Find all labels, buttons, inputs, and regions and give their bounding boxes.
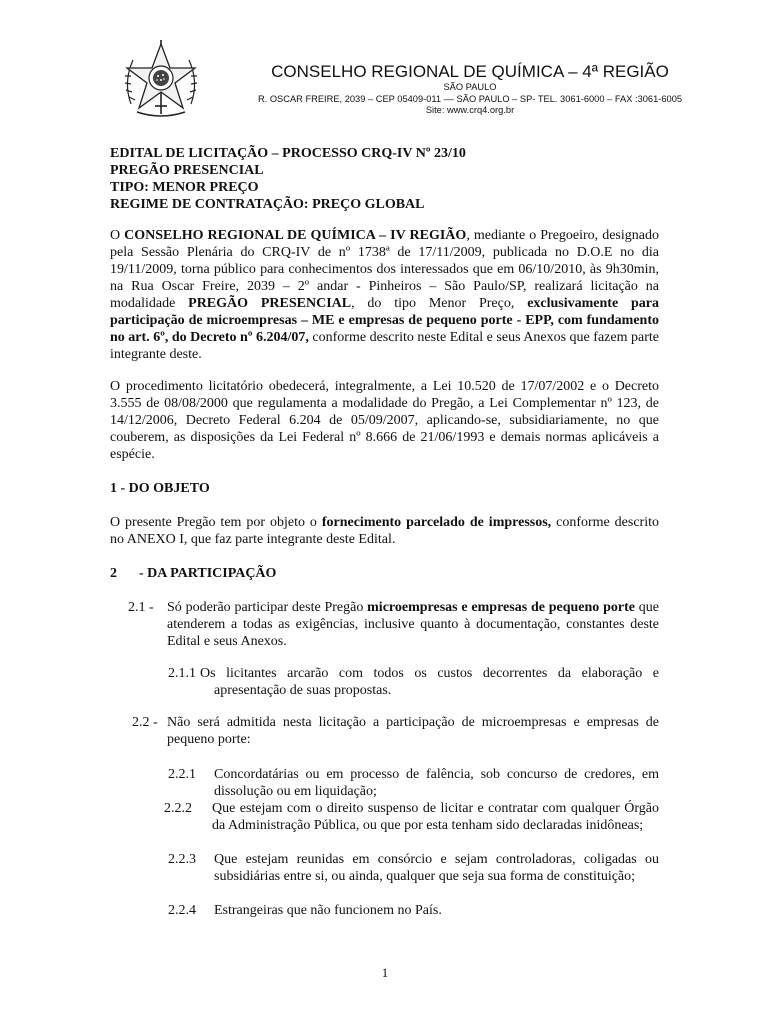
item-2-2-2-text: Que estejam com o direito suspenso de licitar e contratar com qualquer Órgão da Administração Pública, ou que por esta tenham sido declaradas inidôneas; xyxy=(212,801,659,833)
item-2-2-number: 2.2 - xyxy=(132,715,158,730)
coat-of-arms-logo xyxy=(117,34,205,122)
item-2-1-text xyxy=(167,599,659,650)
item-2-1 xyxy=(128,599,659,650)
item-2-2 xyxy=(132,714,659,748)
item-2-2-1-number: 2.2.1 xyxy=(168,767,196,782)
organization-site: Site: www.crq4.org.br xyxy=(425,105,515,115)
item-2-1-bold: microempresas e empresas de pequeno porte xyxy=(367,600,635,615)
intro-text-e: , do tipo Menor Preço, xyxy=(351,296,528,311)
organization-address: R. OSCAR FREIRE, 2039 – CEP 05409-011 –– SÃO PAULO – SP- TEL. 3061-6000 – FAX :3061-6005 xyxy=(257,93,683,104)
item-2-1-1-text: Os licitantes arcarão com todos os custos decorrentes da elaboração e apresentação de suas propostas. xyxy=(200,666,659,698)
legal-basis-paragraph: O procedimento licitatório obedecerá, integralmente, a Lei 10.520 de 17/07/2002 e o Decreto 3.555 de 08/08/2000 que regulamenta a modalidade do Pregão, a Lei Complementar nº 123, de 14/12/2006, Decreto Federal 6.204 de 05/09/2007, aplicando-se, subsidiariamente, no que couberem, as disposições da Lei Federal nº 8.666 de 21/06/1993 e demais normas aplicáveis a espécie. xyxy=(110,379,659,462)
item-2-2-4 xyxy=(166,902,659,919)
item-2-1-1 xyxy=(168,665,659,699)
section-2-number: 2 xyxy=(110,566,117,581)
section-1-paragraph xyxy=(110,514,659,548)
item-2-2-4-text: Estrangeiras que não funcionem no País. xyxy=(214,903,442,918)
item-2-2-3-text: Que estejam reunidas em consórcio e sejam controladoras, coligadas ou subsidiárias entre si, ou ainda, qualquer que seja sua forma de constituição; xyxy=(214,852,659,884)
item-2-2-4-number: 2.2.4 xyxy=(168,903,196,918)
organization-title: CONSELHO REGIONAL DE QUÍMICA – 4ª REGIÃO xyxy=(271,62,669,81)
item-2-1-text-a: Só poderão participar deste Pregão xyxy=(167,600,368,615)
intro-text-g: conforme descrito neste Edital e seus Anexos que fazem parte integrante deste. xyxy=(110,330,659,362)
item-2-1-1-number: 2.1.1 xyxy=(168,666,196,681)
intro-text-c: , mediante o Pregoeiro, designado pela Sessão Plenária do CRQ-IV de nº 1738ª de 17/11/2009, publicada no D.O.E no dia 19/11/2009, torna público para conhecimentos dos interessados que em 06/10/2010, às 9h30min, na Rua Oscar Freire, 2039 – 2º andar - Pinheiros – São Paulo/SP, realizará licitação na modalidade xyxy=(110,228,659,311)
item-2-2-3 xyxy=(166,851,659,885)
section-2-title: - DA PARTICIPAÇÃO xyxy=(139,566,277,581)
edital-process-line: EDITAL DE LICITAÇÃO – PROCESSO CRQ-IV Nº 23/10 xyxy=(110,146,466,161)
intro-org-name: CONSELHO REGIONAL DE QUÍMICA – IV REGIÃO xyxy=(124,228,467,243)
intro-modality: PREGÃO PRESENCIAL xyxy=(188,296,352,311)
organization-city: SÃO PAULO xyxy=(443,82,497,92)
item-2-2-3-number: 2.2.3 xyxy=(168,852,196,867)
edital-modality-line: PREGÃO PRESENCIAL xyxy=(110,163,264,178)
section-2-heading xyxy=(110,565,659,582)
page-number: 1 xyxy=(381,965,389,980)
section-1-heading: 1 - DO OBJETO xyxy=(110,481,210,496)
object-text-a: O presente Pregão tem por objeto o xyxy=(110,515,322,530)
edital-regime-line: REGIME DE CONTRATAÇÃO: PREÇO GLOBAL xyxy=(110,197,425,212)
intro-text-a: O xyxy=(110,228,125,243)
item-2-2-text: Não será admitida nesta licitação a participação de microempresas e empresas de pequeno porte: xyxy=(167,715,659,747)
object-text-c: conforme descrito no ANEXO I, que faz parte integrante deste Edital. xyxy=(110,515,660,547)
intro-paragraph xyxy=(110,227,659,363)
item-2-1-number: 2.1 - xyxy=(128,600,154,615)
object-bold: fornecimento parcelado de impressos, xyxy=(321,515,552,530)
edital-heading-block xyxy=(110,145,659,213)
item-2-2-2-number: 2.2.2 xyxy=(164,801,192,816)
item-2-1-text-c: que atenderem a todas as exigências, inclusive quanto à documentação, constantes deste Edital e seus Anexos. xyxy=(167,600,659,649)
edital-type-line: TIPO: MENOR PREÇO xyxy=(110,180,259,195)
item-2-2-2 xyxy=(166,800,659,834)
letterhead xyxy=(215,62,725,117)
item-2-2-1-text: Concordatárias ou em processo de falência, sob concurso de credores, em dissolução ou em liquidação; xyxy=(214,767,659,799)
intro-exclusivity: exclusivamente para participação de microempresas – ME e empresas de pequeno porte - EPP, com fundamento no art. 6º, do Decreto nº 6.204/07, xyxy=(110,296,659,345)
item-2-2-1 xyxy=(166,766,659,800)
